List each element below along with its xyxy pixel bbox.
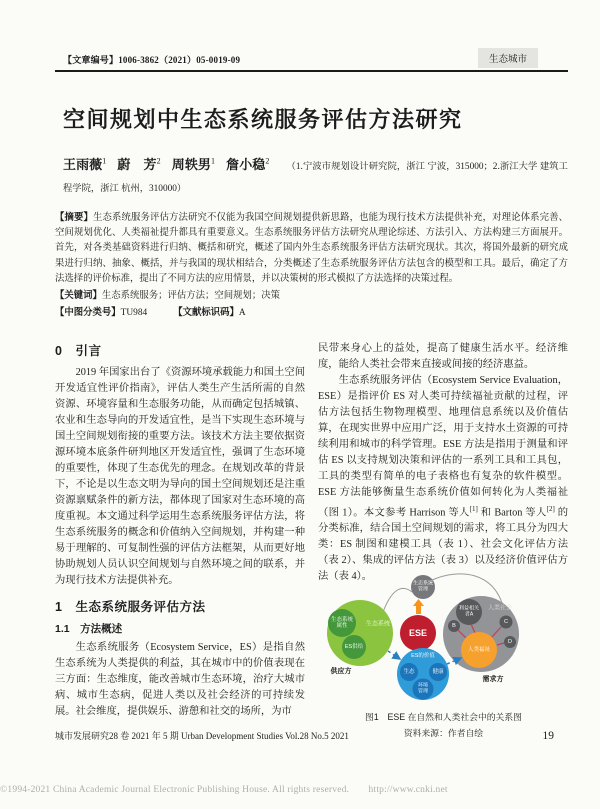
author-1-name: 王雨薇 [63,157,103,173]
figure-1-shapes [318,568,569,706]
stakeholder-b-label: B [452,622,456,629]
ecosystem-management-label: 生态系统管理 [412,580,433,592]
method-overview-paragraph: 生态系统服务（Ecosystem Service，ES）是指自然生态系统为人类提供的利益，其在城市中的价值表现在三方面：生态维度，能改善城市生态环境，治疗大城市病、城市生态病，促进人类以及社会经济的可持续发展。社会维度，提供娱乐、游憩和社交的场所，为市 [55,642,305,717]
keywords [55,287,568,304]
demand-side-label: 需求方 [482,676,504,684]
es-value-label: ES的价值 [411,652,435,659]
figure-1-diagram [318,568,569,706]
author-2 [117,157,160,172]
clc-value: TU984 [120,308,148,319]
abstract-text: 生态系统服务评估方法研究不仅能为我国空间规划提供新思路，也能为现行技术方法提供补充，对理论体系完善、空间规划优化、人类福祉提升都具有重要意义。生态系统服务评估方法研究从理论综述、方法引入、方法构建三方面展开。首先，对各类基础资料进行归纳、概括和研究，概述了国内外生态系统服务评估方法研究现状。其次，将国外最新的研究成果进行归纳、抽象、概括，并与我国的现状相结合，分类概述了生态系统服务评估方法包含的模型和工具。最后，确定了方法选择的评价标准，提出了不同方法的应用情景，并以决策树的形式模拟了方法选择的决策过程。 [55,213,568,284]
header-rule [55,70,568,72]
figure-1 [318,568,569,739]
env-management-label: 环境管理 [417,682,428,694]
author-4 [226,157,269,172]
ecosystem-label: 生态系统 [365,621,391,628]
doc-code-value: A [238,308,246,319]
ese-paragraph-text-b: 和 Barton 等人 [477,507,547,519]
classification-line [55,304,568,321]
health-label: 健康 [432,668,444,675]
stakeholder-d-label: D [508,638,512,645]
section-badge: 生态城市 [478,48,538,68]
reference-1: [1] [469,505,478,513]
doc-code-label: 【文献标识码】 [173,306,239,318]
reference-2: [2] [546,505,555,513]
section-1-1-heading: 1.1 方法概述 [55,623,123,635]
author-2-name: 蔚 芳 [117,157,157,173]
authors-block [63,152,568,199]
figure-1-caption: 图1 ESE 在自然和人类社会中的关系图 [365,712,522,722]
meta-block [55,209,568,321]
ese-paragraph-text-a: 生态系统服务评估（Ecosystem Service Evaluation，ESE）是指评价 ES 对人类可持续福祉贡献的过程，评估方法包括生物物理模型、地理信息系统以及价值估算，在现实世界中应用广泛，用于支持水土资源的可持续利用和城市的科学管理。ESE 方法是指用于测量和评估 ES 以支持规划决策和评估的一系列工具和工具包，工具的类型有简单的电子表格也有复杂的软件模型。ESE 方法能够衡量生态系统价值如何转化为人类福祉（图 1）。本文参考 Harrison 等人 [318,375,568,519]
ecology-label: 生态 [403,668,415,675]
author-1-sup: 1 [102,157,107,166]
stakeholder-c-label: C [504,618,508,625]
human-society-label: 人类社会 [487,605,513,612]
ese-paragraph-text-c: 的分类标准，结合国土空间规划的需求，将工具分为四大类：ES 制图和建模工具（表 1）、社会文化评估方法（表 2）、集成的评估方法（表 3）以及经济价值评估方法（表 4）。 [318,507,569,583]
author-3 [172,157,215,172]
page-header [55,46,568,70]
abstract-label: 【摘要】 [55,211,94,222]
author-4-name: 詹小稳 [226,157,266,173]
intro-paragraph: 2019 年国家出台了《资源环境承载能力和国土空间开发适宜性评价指南》，评估人类生产生活所需的自然资源、环境容量和生态服务功能，从而确定包括城镇、农业和生态导向的开发适宜性，是当下实现生态环境与国土空间规划衔接的重要方法。该技术方法主要依据资源环境本底条件研判地区开发适宜性，强调了生态环境的重要性，体现了生态优先的理念。在规划改革的背景下，不论是以生态文明为导向的国土空间规划还是注重资源禀赋条件的新方法，都体现了国家对生态环境的高度重视。本文通过科学运用生态系统服务评估方法，将生态系统服务的概念和价值纳入空间规划，并构建一种易于理解的、可复制性强的评估方法框架，从而更好地协助规划人员认识空间规划与自然环境之间的联系，并为现行技术方法提供补充。 [55,367,305,586]
clc-label: 【中图分类号】 [55,306,121,318]
stakeholder-a-label: 利益相关者A [458,605,479,617]
page-footer-row [55,729,568,742]
figure-1-source: 资料来源：作者自绘 [403,728,484,738]
ecosystem-attributes-label: 生态系统属性 [330,616,353,629]
author-3-name: 周轶男 [171,157,212,173]
keywords-label: 【关键词】 [55,289,102,301]
page-number: 19 [542,730,554,742]
keywords-text: 生态系统服务；评估方法；空间规划；决策 [101,291,281,302]
cnki-copyright: ©1994-2021 China Academic Journal Electronic Publishing House. All rights reserved. http://www.cnki.net [0,785,448,795]
author-4-sup: 2 [265,157,270,166]
journal-info: 城市发展研究28 卷 2021 年 5 期 Urban Development Studies Vol.28 No.5 2021 [55,731,349,741]
left-column [55,341,305,720]
es-supply-label: ES供给 [344,643,364,650]
article-number: 【文章编号】1006-3862（2021）05-0019-09 [63,55,241,65]
continuation-paragraph: 民带来身心上的益处，提高了健康生活水平。经济维度，能给人类社会带来直接或间接的经济惠益。 [318,343,568,370]
section-1-heading: 1 生态系统服务评估方法 [55,600,206,614]
supply-side-label: 供应方 [330,668,352,676]
author-2-sup: 2 [156,157,161,166]
affiliation: （1.宁波市规划设计研究院，浙江 宁波，315000；2.浙江大学 建筑工程学院，浙江 杭州，310000） [63,162,568,195]
author-3-sup: 1 [211,157,216,166]
author-1 [63,157,106,172]
section-0-heading: 0 引言 [55,344,102,358]
abstract [55,209,568,287]
paper-title: 空间规划中生态系统服务评估方法研究 [63,107,463,132]
ese-label: ESE [408,627,428,638]
human-wellbeing-label: 人类福祉 [467,646,491,653]
ese-paragraph [318,373,568,585]
